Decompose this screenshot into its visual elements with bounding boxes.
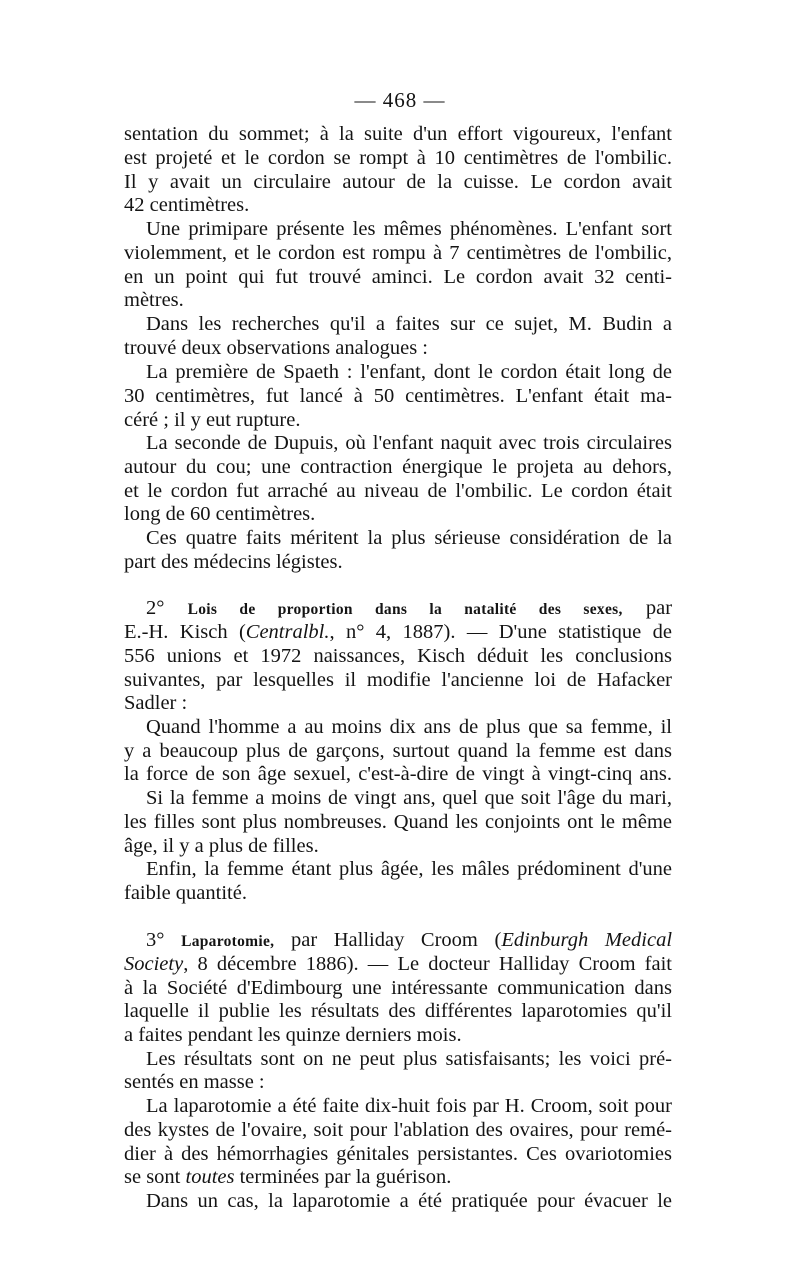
section-3-heading: 3° Laparotomie, par Halliday Croom (Edinburgh Medical xyxy=(146,929,673,951)
emphasis: toutes xyxy=(185,1166,235,1188)
text-line: Il y avait un circulaire autour de la cuisse. Le cordon avait xyxy=(124,171,672,193)
text-line: E.-H. Kisch (Centralbl., n° 4, 1887). — D'une statistique de xyxy=(124,621,672,643)
section-title: Lois de proportion dans la natalité des sexes, xyxy=(187,601,623,618)
text-line: Quand l'homme a au moins dix ans de plus que sa femme, il xyxy=(146,716,672,738)
text-line: Si la femme a moins de vingt ans, quel que soit l'âge du mari, xyxy=(146,787,672,809)
section-number: 2° xyxy=(146,597,165,619)
text-line: sentation du sommet; à la suite d'un effort vigoureux, l'enfant xyxy=(124,123,672,145)
text-line: la force de son âge sexuel, c'est-à-dire de vingt à vingt-cinq ans. xyxy=(124,763,672,785)
text-line: Les résultats sont on ne peut plus satisfaisants; les voici pré- xyxy=(146,1048,672,1070)
text-line: Une primipare présente les mêmes phénomènes. L'enfant sort xyxy=(146,218,672,240)
text-line: 42 centimètres. xyxy=(124,194,250,216)
journal-title: Centralbl. xyxy=(245,621,330,643)
text-line: 30 centimètres, fut lancé à 50 centimètres. L'enfant était ma- xyxy=(124,385,672,407)
text-line: Dans un cas, la laparotomie a été pratiquée pour évacuer le xyxy=(146,1190,672,1212)
text-line: à la Société d'Edimbourg une intéressante communication dans xyxy=(124,977,672,999)
section-title: Laparotomie, xyxy=(181,933,275,950)
text-line: Sadler : xyxy=(124,692,188,714)
text-line: y a beaucoup plus de garçons, surtout quand la femme est dans xyxy=(124,740,672,762)
text-line: en un point qui fut trouvé aminci. Le cordon avait 32 centi- xyxy=(124,266,672,288)
text-line: sentés en masse : xyxy=(124,1071,265,1093)
text-line: La première de Spaeth : l'enfant, dont le cordon était long de xyxy=(146,361,672,383)
text-line: mètres. xyxy=(124,289,184,311)
text-line: âge, il y a plus de filles. xyxy=(124,835,319,857)
text-line: Society, 8 décembre 1886). — Le docteur Halliday Croom fait xyxy=(124,953,672,975)
text-line: violemment, et le cordon est rompu à 7 centimètres de l'ombilic, xyxy=(124,242,672,264)
section-number: 3° xyxy=(146,929,165,951)
text-line: et le cordon fut arraché au niveau de l'ombilic. Le cordon était xyxy=(124,480,672,502)
text-line: Ces quatre faits méritent la plus sérieuse considération de la xyxy=(146,527,672,549)
text-line: Enfin, la femme étant plus âgée, les mâles prédominent d'une xyxy=(146,858,672,880)
text-line: La seconde de Dupuis, où l'enfant naquit avec trois circulaires xyxy=(146,432,672,454)
text-line: Dans les recherches qu'il a faites sur ce sujet, M. Budin a xyxy=(146,313,672,335)
text-line: long de 60 centimètres. xyxy=(124,503,316,525)
text-line: se sont toutes terminées par la guérison. xyxy=(124,1166,452,1188)
text-line: autour du cou; une contraction énergique le projeta au dehors, xyxy=(124,456,672,478)
journal-title: Society xyxy=(124,953,184,975)
text-line: est projeté et le cordon se rompt à 10 centimètres de l'ombilic. xyxy=(124,147,672,169)
text-line: dier à des hémorrhagies génitales persistantes. Ces ovariotomies xyxy=(124,1143,672,1165)
section-2-heading: 2° Lois de proportion dans la natalité des sexes, par xyxy=(146,597,673,619)
text-line: La laparotomie a été faite dix-huit fois par H. Croom, soit pour xyxy=(146,1095,672,1117)
text-line: faible quantité. xyxy=(124,882,247,904)
text-line: laquelle il publie les résultats des différentes laparotomies qu'il xyxy=(124,1000,672,1022)
page-number: — 468 — xyxy=(354,88,446,112)
text-line: céré ; il y eut rupture. xyxy=(124,409,301,431)
text-line: 556 unions et 1972 naissances, Kisch déduit les conclusions xyxy=(124,645,672,667)
text-line: a faites pendant les quinze derniers mois. xyxy=(124,1024,462,1046)
journal-title: Edinburgh Medical xyxy=(501,929,673,951)
text-line: part des médecins légistes. xyxy=(124,551,343,573)
text-line: trouvé deux observations analogues : xyxy=(124,337,429,359)
text-line: des kystes de l'ovaire, soit pour l'ablation des ovaires, pour remé- xyxy=(124,1119,672,1141)
text-line: les filles sont plus nombreuses. Quand les conjoints ont le même xyxy=(124,811,672,833)
text-line: suivantes, par lesquelles il modifie l'ancienne loi de Hafacker xyxy=(124,669,672,691)
